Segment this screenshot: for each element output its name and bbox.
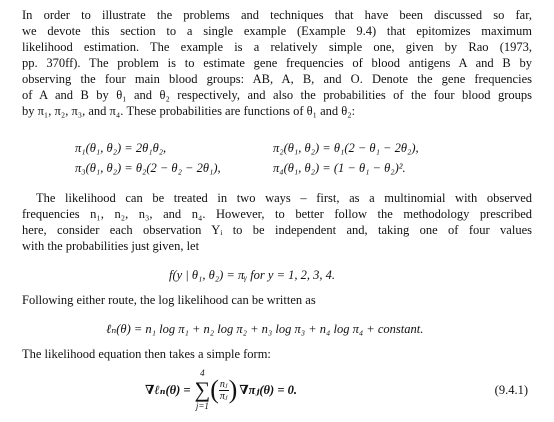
paragraph-2-line-3: here, consider each observation Yᵢ to be independent and, taking one of four values xyxy=(22,223,532,237)
paragraph-1-line-7: by π₁, π₂, π₃, and π₄. These probabilities are functions of θ₁ and θ₂: xyxy=(22,104,356,118)
fraction-numerator: nⱼ xyxy=(219,378,228,390)
equation-score xyxy=(145,368,297,412)
equation-log-likelihood: ℓₙ(θ) = n₁ log π₁ + n₂ log π₂ + n₃ log π₃ + n₄ log π₄ + constant. xyxy=(106,322,424,336)
equation-pi3: π₃(θ₁, θ₂) = θ₂(2 − θ₂ − 2θ₁), xyxy=(75,161,221,175)
equation-number: (9.4.1) xyxy=(494,383,528,397)
fraction xyxy=(219,379,229,402)
paragraph-1-line-3: likelihood estimation. The example is a relatively simple one, given by Rao (1973, xyxy=(22,40,532,54)
left-paren: ( xyxy=(210,375,219,404)
paragraph-1-line-5: observing the four main blood groups: AB, A, B, and O. Denote the gene frequencies xyxy=(22,72,532,86)
paragraph-2-line-4: with the probabilities just given, let xyxy=(22,239,200,253)
sum-symbol: ∑ xyxy=(194,377,211,402)
paragraph-1-line-6: of A and B by θ₁ and θ₂ respectively, and also the probabilities of the four blood groups xyxy=(22,88,532,102)
equation-pi1: π₁(θ₁, θ₂) = 2θ₁θ₂, xyxy=(75,141,167,155)
sum-upper-limit: 4 xyxy=(200,368,205,378)
right-paren: ) xyxy=(228,375,238,404)
equation-density: f(y | θ₁, θ₂) = πᵧ for y = 1, 2, 3, 4. xyxy=(169,268,336,282)
paragraph-1-line-2: we devote this section to a single example (Example 9.4) that epitomizes maximum xyxy=(22,24,532,38)
equation-pi2: π₂(θ₁, θ₂) = θ₁(2 − θ₁ − 2θ₂), xyxy=(273,141,419,155)
paragraph-2-line-2: frequencies n₁, n₂, n₃, and n₄. However, to better follow the methodology prescribed xyxy=(22,207,532,221)
equation-pi4: π₄(θ₁, θ₂) = (1 − θ₁ − θ₂)². xyxy=(273,161,406,175)
summation xyxy=(195,368,211,412)
paragraph-1-line-1: In order to illustrate the problems and techniques that have been discussed so far, xyxy=(22,8,532,22)
paragraph-4: The likelihood equation then takes a simple form: xyxy=(22,347,271,361)
paragraph-1-line-4: pp. 370ff). The problem is to estimate gene frequencies of blood antigens A and B by xyxy=(22,56,532,70)
score-rhs: ∇πⱼ(θ) = 0. xyxy=(239,383,297,397)
paragraph-2-line-1: The likelihood can be treated in two ways – first, as a multinomial with observed xyxy=(36,191,532,205)
paragraph-3: Following either route, the log likelihood can be written as xyxy=(22,293,316,307)
fraction-denominator: πⱼ xyxy=(219,390,228,402)
sum-lower-limit: j=1 xyxy=(195,401,209,411)
score-lhs: ∇ℓₙ(θ) = xyxy=(145,383,191,397)
